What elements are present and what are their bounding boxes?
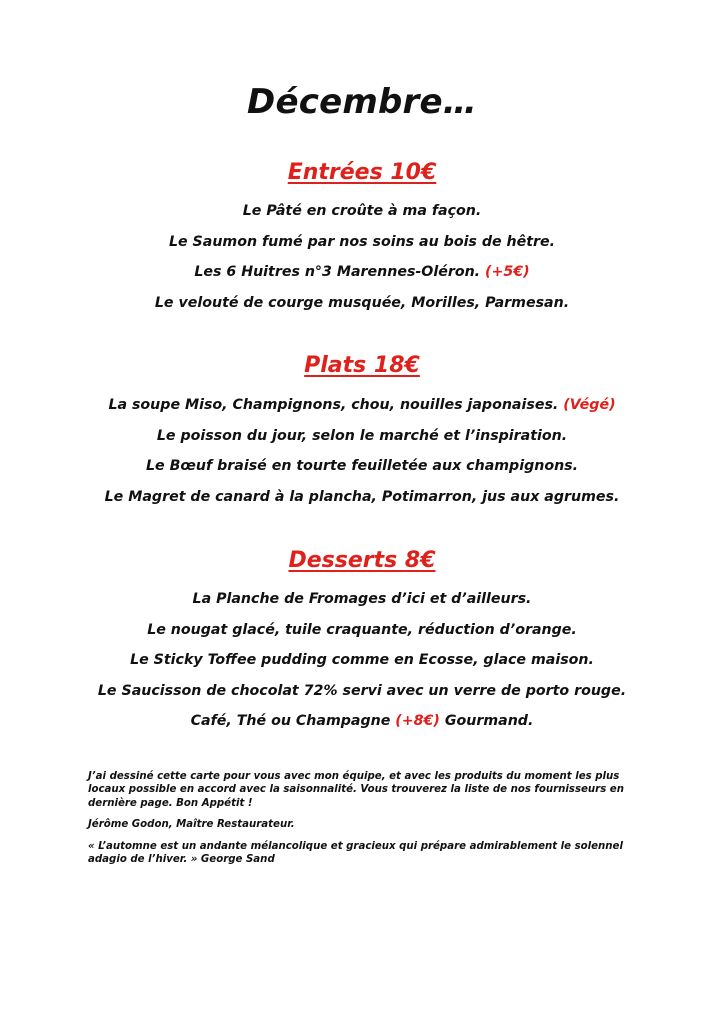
dish-list-plats xyxy=(0,390,724,512)
dish-item xyxy=(0,257,724,288)
dish-item xyxy=(0,451,724,482)
dish-item xyxy=(0,676,724,707)
dish-name: Le velouté de courge musquée, Morilles, Parmesan. xyxy=(154,294,570,311)
dish-name: Le Sticky Toffee pudding comme en Ecosse, glace maison. xyxy=(130,652,594,668)
menu-title: Décembre… xyxy=(247,82,477,122)
dish-name: Le Saumon fumé par nos soins au bois de hêtre. xyxy=(168,233,556,250)
dish-name: La Planche de Fromages d’ici et d’ailleurs. xyxy=(192,591,532,607)
dish-item xyxy=(0,706,724,737)
dish-name: Les 6 Huitres n°3 Marennes-Oléron. xyxy=(194,264,481,280)
dish-item xyxy=(0,227,724,258)
dish-item xyxy=(0,288,724,319)
dish-supplement: (+8€) xyxy=(395,713,440,729)
dish-item xyxy=(0,196,724,227)
dish-list-desserts xyxy=(0,584,724,737)
quote: « L’automne est un andante mélancolique et gracieux qui prépare admirablement le solennel adagio de l’hiver. » George Sand xyxy=(88,840,623,866)
dish-name: Le Bœuf braisé en tourte feuilletée aux champignons. xyxy=(145,458,579,474)
intro-note: J’ai dessiné cette carte pour vous avec mon équipe, et avec les produits du moment les plus locaux possible en accord avec la saisonnalité. Vous trouverez la liste de nos fournisseurs en dernière page. Bon Appétit ! xyxy=(88,771,624,809)
dish-item xyxy=(0,584,724,615)
dish-item xyxy=(0,482,724,513)
dish-list-entrees xyxy=(0,196,724,318)
chef-notes xyxy=(88,770,648,874)
dish-item xyxy=(0,390,724,421)
section-heading-desserts: Desserts 8€ xyxy=(288,548,436,573)
dish-name: Le Pâté en croûte à ma façon. xyxy=(242,203,482,219)
dish-name: La soupe Miso, Champignons, chou, nouilles japonaises. xyxy=(108,397,559,413)
section-heading-plats: Plats 18€ xyxy=(304,353,420,378)
dish-item xyxy=(0,645,724,676)
dish-name: Le Magret de canard à la plancha, Potimarron, jus aux agrumes. xyxy=(104,488,620,505)
dish-name: Le Saucisson de chocolat 72% servi avec un verre de porto rouge. xyxy=(97,682,627,699)
dish-name: Le poisson du jour, selon le marché et l’inspiration. xyxy=(156,427,568,444)
dish-name: Café, Thé ou Champagne xyxy=(190,713,391,729)
chef-signature: Jérôme Godon, Maître Restaurateur. xyxy=(88,819,295,831)
dish-item xyxy=(0,615,724,646)
dish-item xyxy=(0,421,724,452)
section-heading-entrees: Entrées 10€ xyxy=(287,160,437,185)
dish-name: Le nougat glacé, tuile craquante, réduction d’orange. xyxy=(147,621,577,638)
dish-name-suffix: Gourmand. xyxy=(444,713,534,729)
dish-supplement: (+5€) xyxy=(485,264,530,280)
dish-diet-tag: (Végé) xyxy=(563,397,616,413)
